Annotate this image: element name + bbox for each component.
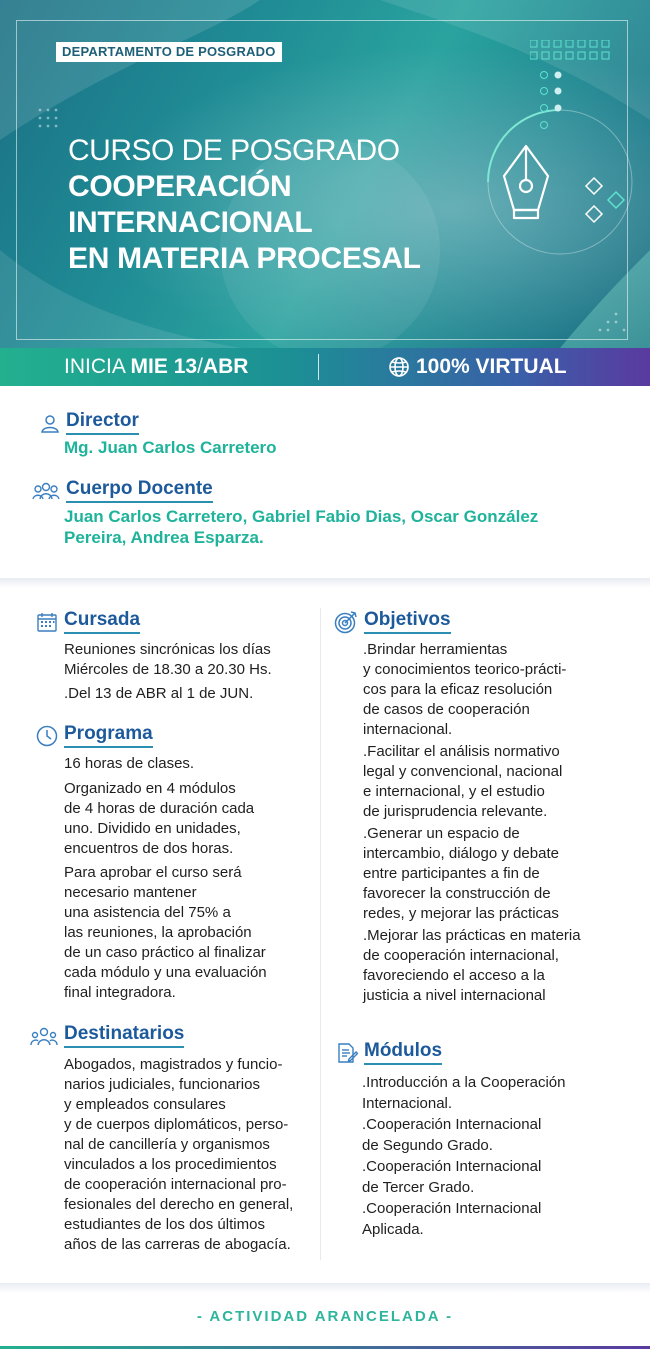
calendar-icon <box>36 611 58 633</box>
start-label: INICIA <box>64 355 125 378</box>
programa-p2-line: de un caso práctico al finalizar <box>64 944 266 961</box>
bottom-accent-line <box>0 1346 650 1349</box>
modulo-line: de Segundo Grado. <box>362 1137 493 1154</box>
modulo-line: .Cooperación Internacional <box>362 1200 542 1217</box>
programa-p1-line: encuentros de dos horas. <box>64 840 234 857</box>
objetivos-heading <box>334 609 451 634</box>
objetivo-line: .Brindar herramientas <box>363 641 508 658</box>
modulo-item <box>362 1072 565 1114</box>
document-icon <box>336 1042 358 1064</box>
modulo-line: .Introducción a la Cooperación <box>362 1074 566 1091</box>
faculty-line-1: Juan Carlos Carretero, Gabriel Fabio Dias, Oscar González <box>64 507 539 526</box>
destinatarios-label: Destinatarios <box>64 1023 184 1048</box>
modality-label: 100% VIRTUAL <box>416 355 567 378</box>
footer-separator <box>0 1283 650 1293</box>
programa-p1-line: Organizado en 4 módulos <box>64 780 236 797</box>
destinatarios-line: y de cuerpos diplomáticos, perso- <box>64 1116 289 1133</box>
programa-body <box>64 754 267 1003</box>
objetivo-item <box>363 824 581 924</box>
programa-heading <box>36 723 153 748</box>
programa-hours: 16 horas de clases. <box>64 755 195 772</box>
start-date <box>64 355 248 379</box>
objetivo-line: favorecer la construcción de <box>363 885 551 902</box>
destinatarios-line: vinculados a los procedimientos <box>64 1156 277 1173</box>
programa-p1-line: de 4 horas de duración cada <box>64 800 255 817</box>
destinatarios-line: años de las carreras de abogacía. <box>64 1236 291 1253</box>
objetivo-line: de casos de cooperación <box>363 701 530 718</box>
objetivo-line: e internacional, y el estudio <box>363 783 545 800</box>
objetivo-item <box>363 640 581 740</box>
director-heading <box>40 410 139 435</box>
bar-divider <box>318 354 319 380</box>
modulos-heading <box>336 1040 442 1065</box>
footer-fee-notice: - ACTIVIDAD ARANCELADA - <box>196 1308 454 1325</box>
objetivo-line: .Facilitar el análisis normativo <box>363 743 560 760</box>
objetivo-line: y conocimientos teorico-prácti- <box>363 661 567 678</box>
modulo-item <box>362 1156 565 1198</box>
cursada-label: Cursada <box>64 609 140 634</box>
objetivo-line: de jurisprudencia relevante. <box>363 803 548 820</box>
course-kicker: CURSO DE POSGRADO <box>68 134 400 167</box>
start-date-bar <box>0 348 650 386</box>
destinatarios-body <box>64 1055 293 1255</box>
programa-p2-line: Para aprobar el curso será <box>64 864 242 881</box>
objetivo-item <box>363 926 581 1006</box>
director-name: Mg. Juan Carlos Carretero <box>64 438 277 457</box>
pen-nib-icon <box>486 140 566 226</box>
cursada-body <box>64 640 272 704</box>
start-month: ABR <box>202 355 249 378</box>
objetivo-line: .Generar un espacio de <box>363 825 520 842</box>
modulo-line: Internacional. <box>362 1095 453 1112</box>
director-label: Director <box>66 410 139 435</box>
target-icon <box>334 610 358 634</box>
destinatarios-line: fesionales del derecho en general, <box>64 1196 294 1213</box>
cursada-dates: .Del 13 de ABR al 1 de JUN. <box>64 685 254 702</box>
course-title-line-1: COOPERACIÓN <box>68 170 292 203</box>
programa-p2-line: las reuniones, la aprobación <box>64 924 252 941</box>
objetivo-item <box>363 742 581 822</box>
objetivo-line: favoreciendo el acceso a la <box>363 967 545 984</box>
objetivo-line: justicia a nivel internacional <box>363 987 546 1004</box>
objetivos-label: Objetivos <box>364 609 451 634</box>
destinatarios-heading <box>30 1023 184 1048</box>
faculty-label: Cuerpo Docente <box>66 478 213 503</box>
modulo-line: Aplicada. <box>362 1221 424 1238</box>
objetivo-line: de cooperación internacional, <box>363 947 559 964</box>
programa-p2-line: una asistencia del 75% a <box>64 904 231 921</box>
destinatarios-line: de cooperación internacional pro- <box>64 1176 287 1193</box>
cursada-line-2: Miércoles de 18.30 a 20.30 Hs. <box>64 661 272 678</box>
people-icon <box>30 1025 58 1047</box>
course-title-line-3: EN MATERIA PROCESAL <box>68 242 421 275</box>
programa-p2-line: necesario mantener <box>64 884 197 901</box>
destinatarios-line: nal de cancillería y organismos <box>64 1136 270 1153</box>
start-slash: / <box>197 355 203 378</box>
faculty-names <box>64 506 538 548</box>
modulo-line: .Cooperación Internacional <box>362 1116 542 1133</box>
objetivo-line: intercambio, diálogo y debate <box>363 845 559 862</box>
destinatarios-line: Abogados, magistrados y funcio- <box>64 1056 283 1073</box>
start-day: MIE 13 <box>130 355 198 378</box>
diamond-decoration <box>582 176 632 226</box>
objetivo-line: legal y convencional, nacional <box>363 763 563 780</box>
destinatarios-line: narios judiciales, funcionarios <box>64 1076 260 1093</box>
objetivo-line: redes, y mejorar las prácticas <box>363 905 559 922</box>
programa-paragraph-1 <box>64 779 267 859</box>
globe-icon <box>388 356 410 378</box>
modulo-item <box>362 1114 565 1156</box>
modulo-item <box>362 1198 565 1240</box>
modulo-line: .Cooperación Internacional <box>362 1158 542 1175</box>
modulo-line: de Tercer Grado. <box>362 1179 475 1196</box>
dot-grid-decoration <box>530 40 620 132</box>
faculty-heading <box>32 478 213 503</box>
user-icon <box>40 413 60 433</box>
section-separator <box>0 578 650 588</box>
clock-icon <box>36 725 58 747</box>
modulos-body <box>362 1072 565 1240</box>
faculty-line-2: Pereira, Andrea Esparza. <box>64 528 264 547</box>
group-icon <box>32 481 60 501</box>
objetivo-line: entre participantes a fin de <box>363 865 540 882</box>
cursada-line-1: Reuniones sincrónicas los días <box>64 641 271 658</box>
objetivo-line: internacional. <box>363 721 453 738</box>
programa-p1-line: uno. Dividido en unidades, <box>64 820 241 837</box>
destinatarios-line: y empleados consulares <box>64 1096 226 1113</box>
programa-p2-line: cada módulo y una evaluación <box>64 964 267 981</box>
department-badge: DEPARTAMENTO DE POSGRADO <box>56 42 282 62</box>
column-divider <box>320 608 321 1260</box>
course-title-line-2: INTERNACIONAL <box>68 206 313 239</box>
hero-banner <box>0 0 650 348</box>
programa-paragraph-2 <box>64 863 267 1003</box>
programa-label: Programa <box>64 723 153 748</box>
destinatarios-line: estudiantes de los dos últimos <box>64 1216 265 1233</box>
objetivo-line: .Mejorar las prácticas en materia <box>363 927 581 944</box>
objetivo-line: cos para la eficaz resolución <box>363 681 553 698</box>
cursada-heading <box>36 609 140 634</box>
modality <box>388 355 567 379</box>
programa-p2-line: final integradora. <box>64 984 176 1001</box>
objetivos-body <box>363 640 581 1006</box>
modulos-label: Módulos <box>364 1040 442 1065</box>
